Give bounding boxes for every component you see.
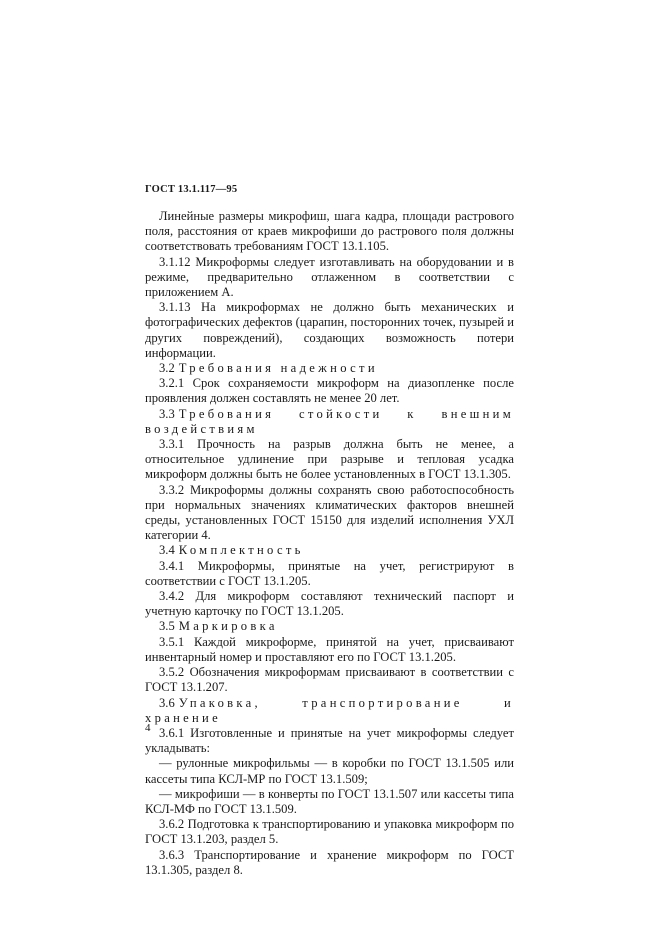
section-number: 3.3 <box>159 406 175 421</box>
paragraph: 3.1.12 Микроформы следует изготавливать на оборудовании и в режиме, предварительно отлаженном в соответствии с приложением А. <box>145 254 514 300</box>
document-header: ГОСТ 13.1.117—95 <box>145 184 238 195</box>
section-number: 3.5 <box>159 619 175 634</box>
list-item: — микрофиши — в конверты по ГОСТ 13.1.507 или кассеты типа КСЛ-МФ по ГОСТ 13.1.509. <box>145 786 514 816</box>
paragraph: 3.2.1 Срок сохраняемости микроформ на диазопленке после проявления должен составлять не менее 20 лет. <box>145 376 514 406</box>
paragraph: 3.5.1 Каждой микроформе, принятой на учет, присваивают инвентарный номер и проставляют его по ГОСТ 13.1.205. <box>145 634 514 664</box>
section-heading <box>145 543 514 558</box>
page-number: 4 <box>145 722 151 734</box>
paragraph: 3.4.1 Микроформы, принятые на учет, регистрируют в соответствии с ГОСТ 13.1.205. <box>145 558 514 588</box>
paragraph: 3.1.13 На микроформах не должно быть механических и фотографических дефектов (царапин, посторонних точек, пузырей и других повреждений), создающих возможность потери информации. <box>145 300 514 360</box>
section-title: Упаковка, транспортирование и хранение <box>145 695 514 725</box>
section-heading <box>145 407 514 437</box>
paragraph: 3.4.2 Для микроформ составляют технический паспорт и учетную карточку по ГОСТ 13.1.205. <box>145 589 514 619</box>
paragraph: 3.6.3 Транспортирование и хранение микроформ по ГОСТ 13.1.305, раздел 8. <box>145 847 514 877</box>
section-number: 3.4 <box>159 543 175 558</box>
paragraph: 3.3.2 Микроформы должны сохранять свою работоспособность при нормальных значениях климатических факторов внешней среды, установленных ГОСТ 15150 для изделий исполнения УХЛ категории 4. <box>145 482 514 543</box>
paragraph: 3.3.1 Прочность на разрыв должна быть не менее, а относительное удлинение при разрыве и тепловая усадка микроформ должны быть не более установленных в ГОСТ 13.1.305. <box>145 437 514 482</box>
section-heading <box>145 619 514 634</box>
document-body <box>145 209 514 878</box>
section-title: Требования стойкости к внешним воздействиям <box>145 406 514 436</box>
section-heading <box>145 361 514 376</box>
paragraph: Линейные размеры микрофиш, шага кадра, площади растрового поля, расстояния от краев микрофиши до растрового поля должны соответствовать требованиям ГОСТ 13.1.105. <box>145 209 514 254</box>
section-heading <box>145 696 514 726</box>
section-title: Комплектность <box>178 543 304 558</box>
section-title: Требования надежности <box>178 361 378 376</box>
section-title: Маркировка <box>178 619 278 634</box>
paragraph: 3.5.2 Обозначения микроформам присваивают в соответствии с ГОСТ 13.1.207. <box>145 665 514 695</box>
section-number: 3.6 <box>159 695 175 710</box>
section-number: 3.2 <box>159 361 175 376</box>
list-item: — рулонные микрофильмы — в коробки по ГОСТ 13.1.505 или кассеты типа КСЛ-МР по ГОСТ 13.1.509; <box>145 756 514 786</box>
paragraph: 3.6.1 Изготовленные и принятые на учет микроформы следует укладывать: <box>145 725 514 756</box>
paragraph: 3.6.2 Подготовка к транспортированию и упаковка микроформ по ГОСТ 13.1.203, раздел 5. <box>145 817 514 847</box>
